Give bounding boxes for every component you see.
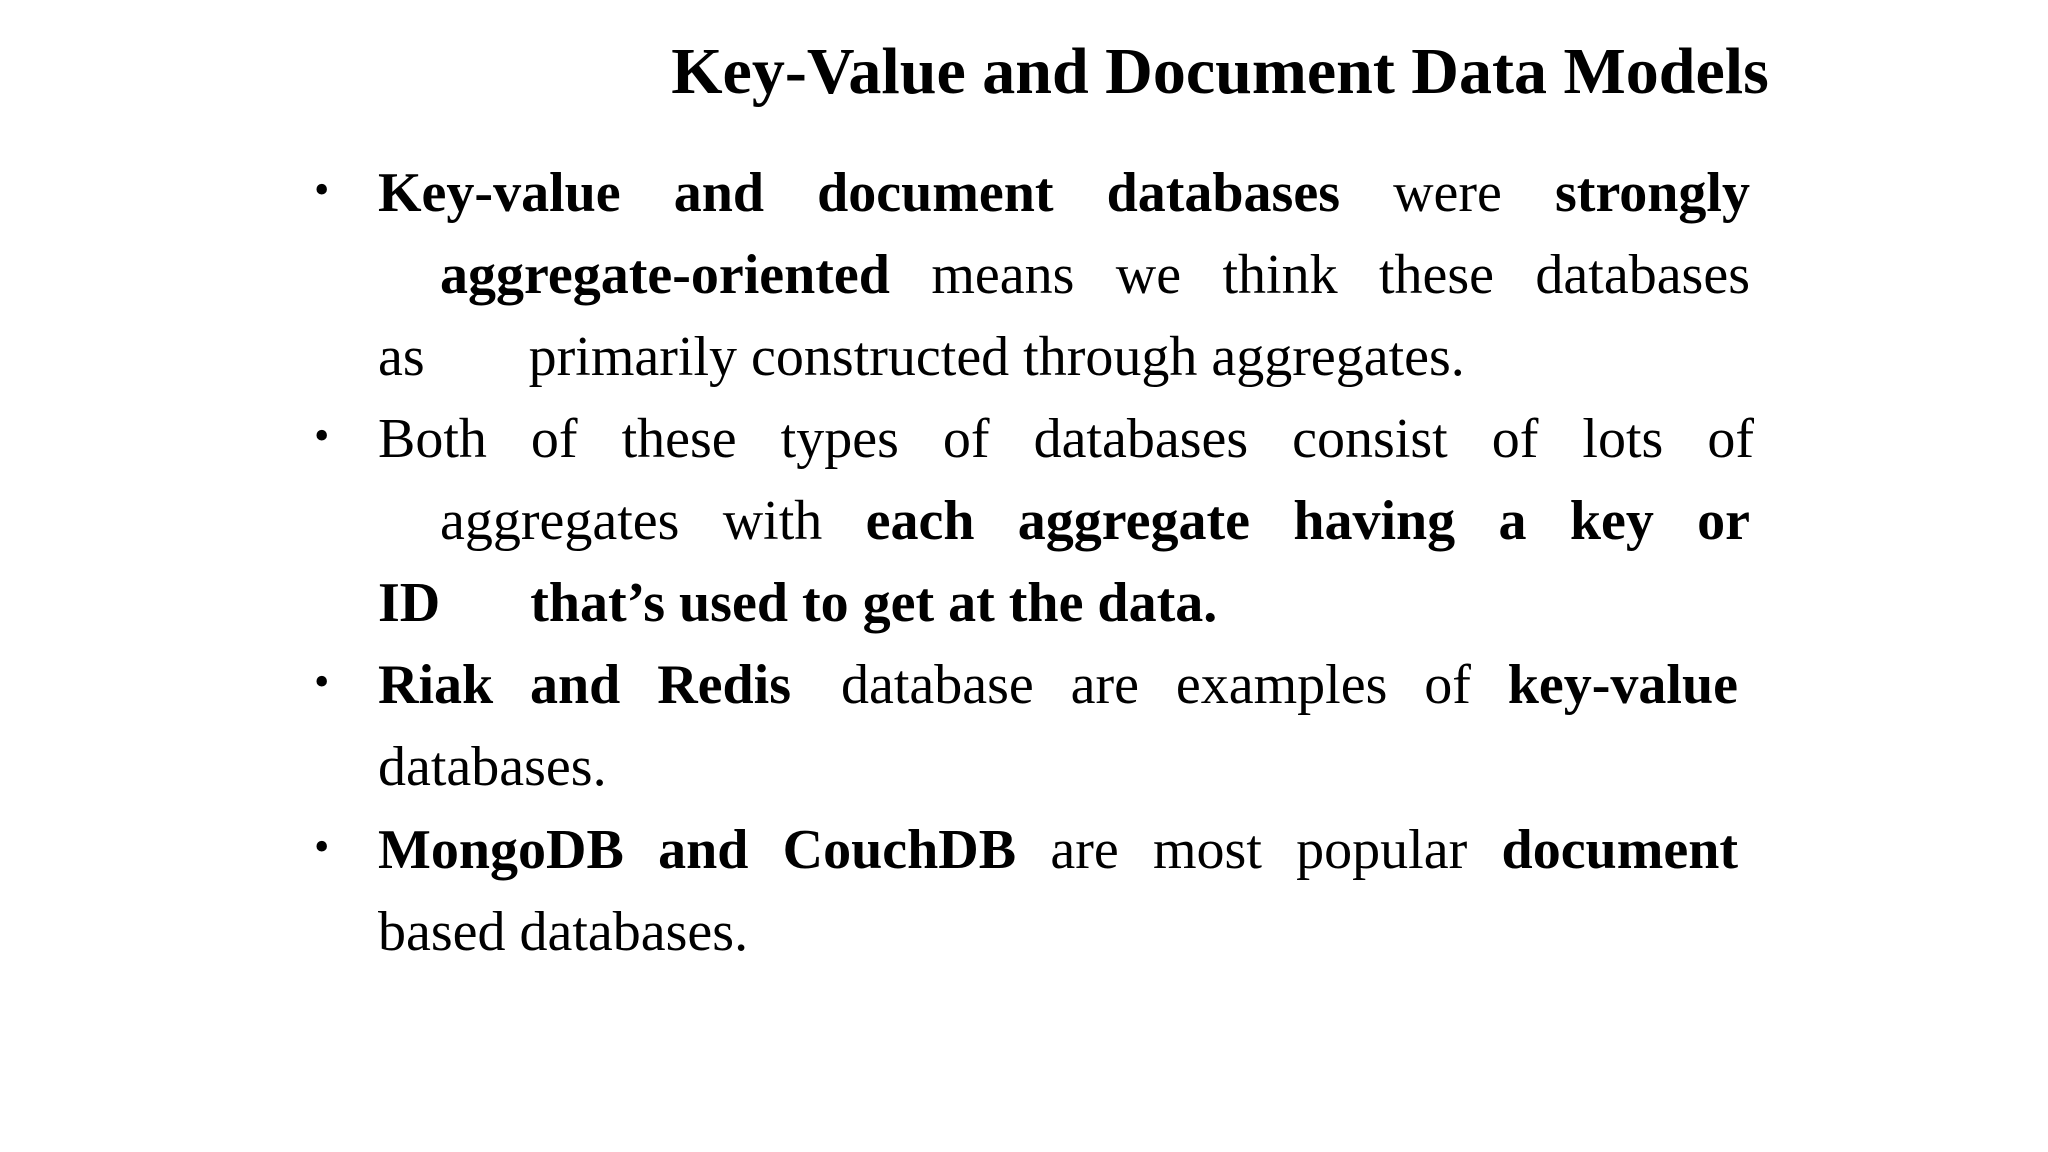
bullet-1-line-1-bold-b: strongly <box>1555 162 1750 224</box>
bullet-2-line-1-text: Both of these types of databases consist of lots of <box>378 408 1754 470</box>
bullet-1-marker: • <box>314 165 330 214</box>
bullet-4-line-1-bold-b: document <box>1501 819 1738 881</box>
bullet-4-line-1 <box>378 815 1738 885</box>
bullet-3-line-1 <box>378 650 1738 720</box>
bullet-2-line-2-text: aggregates with <box>440 490 866 552</box>
bullet-1-line-2-bold: aggregate-oriented <box>440 244 890 306</box>
bullet-4-marker: • <box>314 822 330 871</box>
bullet-2-line-3-text-a: ID <box>378 572 441 634</box>
bullet-1-line-1 <box>378 158 1750 228</box>
bullet-1-line-1-bold-a: Key-value and document databases <box>378 162 1341 224</box>
bullet-3-line-2-text: databases. <box>378 736 607 798</box>
bullet-2-line-3-text-b: that’s used to get at the data. <box>530 572 1218 634</box>
bullet-4-line-2 <box>378 897 1750 967</box>
bullet-3-marker: • <box>314 657 330 706</box>
bullet-2-line-3 <box>378 568 1750 638</box>
bullet-3-line-1-text: database are examples of <box>841 654 1508 716</box>
bullet-1-line-2-text: means we think these databases <box>889 244 1750 306</box>
bullet-2-line-2 <box>440 486 1750 556</box>
bullet-4-line-2-text: based databases. <box>378 901 749 963</box>
bullet-3-line-2 <box>378 732 1750 802</box>
bullet-2-line-1 <box>378 404 1754 474</box>
bullet-4-line-1-bold-a: MongoDB and CouchDB <box>378 819 1017 881</box>
bullet-3-line-1-bold-b: key-value <box>1507 654 1738 716</box>
bullet-2-marker: • <box>314 411 330 460</box>
bullet-1-line-3 <box>378 322 1750 392</box>
bullet-4-line-1-text: are most popular <box>1016 819 1502 881</box>
bullet-1-line-3-text-b: primarily constructed through aggregates. <box>528 326 1465 388</box>
bullet-3-line-1-bold-a: Riak and Redis <box>378 654 791 716</box>
slide-title: Key-Value and Document Data Models <box>671 35 1769 108</box>
bullet-1-line-2 <box>440 240 1750 310</box>
bullet-2-line-2-bold: each aggregate having a key or <box>865 490 1750 552</box>
bullet-1-line-1-text: were <box>1340 162 1555 224</box>
bullet-1-line-3-text-a: as <box>378 326 425 388</box>
